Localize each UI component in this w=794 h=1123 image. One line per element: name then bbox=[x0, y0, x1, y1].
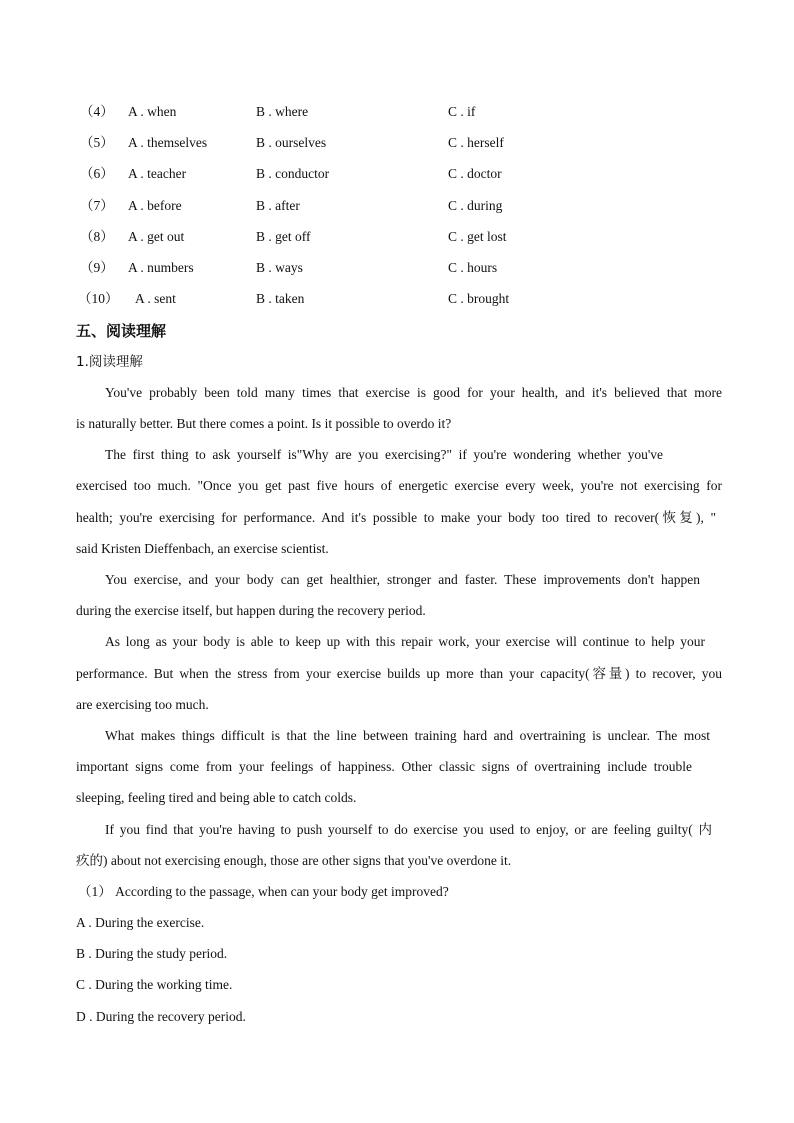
option-a: A . numbers bbox=[128, 260, 194, 275]
question-number: （10） bbox=[78, 291, 119, 306]
passage-line: You've probably been told many times that exercise is good for your health, and it's believed that more bbox=[105, 385, 722, 400]
option-row bbox=[0, 164, 794, 184]
passage-line: is naturally better. But there comes a point. Is it possible to overdo it? bbox=[76, 416, 452, 431]
passage-line: important signs come from your feelings of happiness. Other classic signs of overtraining include trouble bbox=[76, 759, 692, 774]
passage-line: sleeping, feeling tired and being able to catch colds. bbox=[76, 790, 357, 805]
option-row bbox=[0, 196, 794, 216]
option-b: B . where bbox=[256, 104, 309, 119]
passage-line: 疚的) about not exercising enough, those are other signs that you've overdone it. bbox=[76, 853, 512, 868]
section-subtitle: 1.阅读理解 bbox=[76, 354, 143, 370]
passage-line: are exercising too much. bbox=[76, 697, 209, 712]
passage-line: exercised too much. "Once you get past five hours of energetic exercise every week, you're not exercising for bbox=[76, 478, 722, 493]
option-row bbox=[0, 289, 794, 309]
option-c: C . hours bbox=[448, 260, 498, 275]
option-a: A . sent bbox=[135, 291, 176, 306]
passage-line: said Kristen Dieffenbach, an exercise scientist. bbox=[76, 541, 329, 556]
option-row bbox=[0, 227, 794, 247]
passage-line: What makes things difficult is that the line between training hard and overtraining is unclear. The most bbox=[105, 728, 710, 743]
option-a: A . teacher bbox=[128, 166, 187, 181]
question-number: （6） bbox=[80, 166, 114, 181]
option-b: B . ways bbox=[256, 260, 303, 275]
answer-choice: B . During the study period. bbox=[76, 946, 228, 961]
question-number: （5） bbox=[80, 135, 114, 150]
passage-line: health; you're exercising for performance. And it's possible to make your body too tired to recover(恢复), " bbox=[76, 510, 716, 525]
option-row bbox=[0, 102, 794, 122]
option-a: A . themselves bbox=[128, 135, 208, 150]
option-b: B . ourselves bbox=[256, 135, 327, 150]
passage-line: The first thing to ask yourself is"Why are you exercising?" if you're wondering whether you've bbox=[105, 447, 663, 462]
passage-line: As long as your body is able to keep up with this repair work, your exercise will continue to help your bbox=[105, 634, 705, 649]
option-a: A . get out bbox=[128, 229, 185, 244]
option-a: A . before bbox=[128, 198, 182, 213]
passage-line: during the exercise itself, but happen during the recovery period. bbox=[76, 603, 426, 618]
option-c: C . herself bbox=[448, 135, 504, 150]
passage-line: If you find that you're having to push yourself to do exercise you used to enjoy, or are feeling guilty( 内 bbox=[105, 822, 712, 837]
option-c: C . get lost bbox=[448, 229, 507, 244]
question-stem: （1） According to the passage, when can your body get improved? bbox=[78, 884, 449, 899]
option-c: C . doctor bbox=[448, 166, 502, 181]
question-number: （8） bbox=[80, 229, 114, 244]
option-b: B . get off bbox=[256, 229, 311, 244]
option-b: B . taken bbox=[256, 291, 305, 306]
option-c: C . brought bbox=[448, 291, 510, 306]
option-b: B . after bbox=[256, 198, 300, 213]
option-c: C . if bbox=[448, 104, 476, 119]
answer-choice: D . During the recovery period. bbox=[76, 1009, 246, 1024]
question-number: （9） bbox=[80, 260, 114, 275]
answer-choice: C . During the working time. bbox=[76, 977, 233, 992]
answer-choice: A . During the exercise. bbox=[76, 915, 205, 930]
option-c: C . during bbox=[448, 198, 503, 213]
question-number: （4） bbox=[80, 104, 114, 119]
section-title: 五、阅读理解 bbox=[76, 322, 167, 340]
option-b: B . conductor bbox=[256, 166, 330, 181]
passage-line: You exercise, and your body can get healthier, stronger and faster. These improvements don't happen bbox=[105, 572, 700, 587]
option-row bbox=[0, 258, 794, 278]
passage-line: performance. But when the stress from your exercise builds up more than your capacity(容量) to recover, you bbox=[76, 666, 722, 681]
question-number: （7） bbox=[80, 198, 114, 213]
option-a: A . when bbox=[128, 104, 177, 119]
option-row bbox=[0, 133, 794, 153]
